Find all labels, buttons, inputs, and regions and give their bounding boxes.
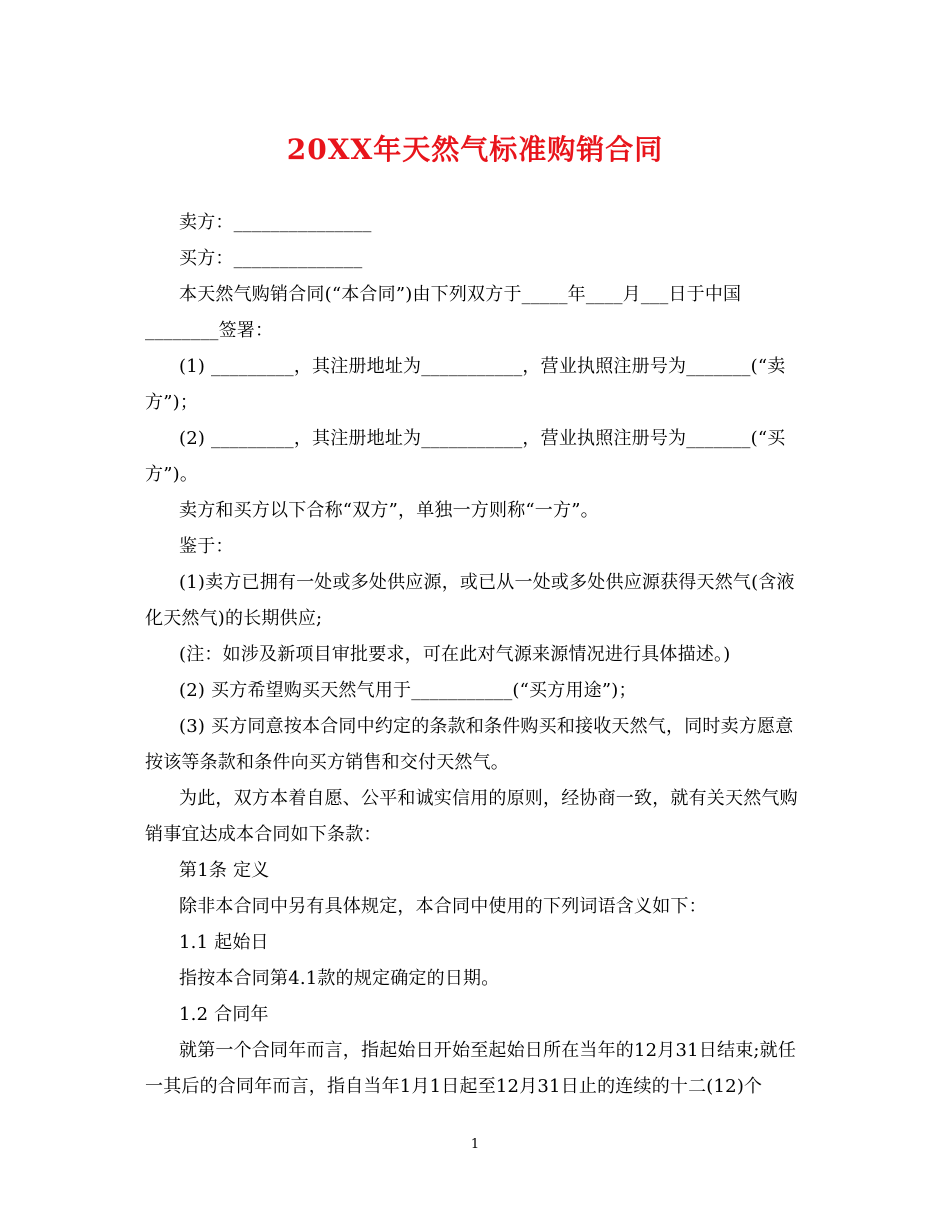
party-1: (1) _________，其注册地址为___________，营业执照注册号为_______(“卖方”)；: [145, 356, 786, 413]
section-1-1-heading: 1.1 起始日: [179, 932, 269, 953]
whereas-note: (注：如涉及新项目审批要求，可在此对气源来源情况进行具体描述。): [179, 644, 731, 665]
party-2: (2) _________，其注册地址为___________，营业执照注册号为_______(“买方”)。: [145, 428, 786, 485]
parties-definition: 卖方和买方以下合称“双方”，单独一方则称“一方”。: [179, 500, 599, 521]
section-1-2-heading: 1.2 合同年: [179, 1004, 269, 1025]
whereas-heading: 鉴于：: [179, 536, 234, 557]
whereas-1: (1)卖方已拥有一处或多处供应源，或已从一处或多处供应源获得天然气(含液化天然气)的长期供应;: [145, 572, 795, 629]
contract-intro: 本天然气购销合同(“本合同”)由下列双方于_____年____月___日于中国________签署：: [145, 284, 742, 341]
section-1-2-text: 就第一个合同年而言，指起始日开始至起始日所在当年的12月31日结束;就任一其后的合同年而言，指自当年1月1日起至12月31日止的连续的十二(12)个: [145, 1040, 797, 1097]
buyer-line: 买方：______________: [179, 248, 363, 269]
agreement-statement: 为此，双方本着自愿、公平和诚实信用的原则，经协商一致，就有关天然气购销事宜达成本合同如下条款：: [145, 788, 798, 845]
whereas-2: (2) 买方希望购买天然气用于___________(“买方用途”)；: [179, 680, 637, 701]
section-1-1-text: 指按本合同第4.1款的规定确定的日期。: [179, 968, 500, 989]
seller-line: 卖方：_______________: [179, 212, 372, 233]
document-body: [145, 205, 800, 1105]
article-1-heading: 第1条 定义: [179, 860, 270, 881]
definitions-intro: 除非本合同中另有具体规定，本合同中使用的下列词语含义如下：: [179, 896, 707, 917]
document-title: 20XX年天然气标准购销合同: [286, 133, 664, 166]
whereas-3: (3) 买方同意按本合同中约定的条款和条件购买和接收天然气，同时卖方愿意按该等条款和条件向买方销售和交付天然气。: [145, 716, 794, 773]
page-number: 1: [470, 1137, 480, 1152]
